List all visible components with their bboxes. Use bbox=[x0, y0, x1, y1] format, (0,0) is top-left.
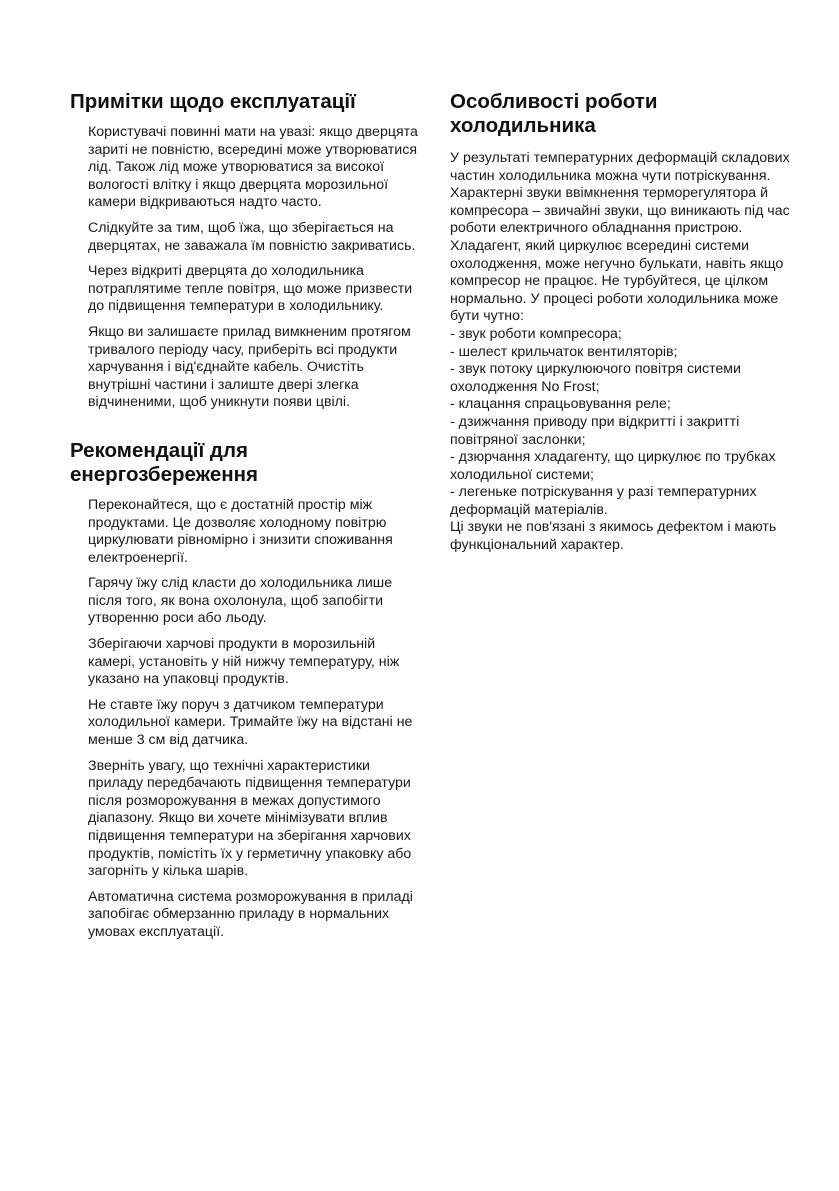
title-line: енергозбереження bbox=[70, 462, 259, 486]
list-item: - звук роботи компресора; bbox=[450, 325, 622, 342]
list-item: - звук потоку циркулюючого повітря системи охолодження No Frost; bbox=[450, 361, 741, 395]
fridge-features-body bbox=[450, 150, 800, 555]
list-item: - клацання спрацьовування реле; bbox=[450, 396, 671, 413]
paragraph: Через відкриті дверцята до холодильника потраплятиме тепле повітря, що може призвести до підвищення температури в холодильнику. bbox=[88, 263, 413, 315]
text-line: У результаті температурних деформацій складових частин холодильника можна чути потріскування. bbox=[450, 150, 790, 184]
left-column bbox=[70, 90, 422, 950]
title-line: Рекомендації для bbox=[70, 438, 248, 462]
paragraph: Слідкуйте за тим, щоб їжа, що зберігається на дверцятах, не заважала їм повністю закриватись. bbox=[88, 219, 416, 254]
text-line: Характерні звуки ввімкнення терморегулятора й компресора – звичайні звуки, що виникають під час роботи електричного обладнання пристрою. bbox=[450, 185, 790, 237]
section-title-energy-saving bbox=[70, 439, 422, 487]
text-line: Хладагент, який циркулює всередині системи охолодження, може негучно булькати, навіть якщо компресор не працює. Не турбуйтеся, це цілком нормально. У процесі роботи холодильника може бути чутно: bbox=[450, 237, 784, 325]
title-line: холодильника bbox=[450, 114, 596, 137]
section-title-operation-notes: Примітки щодо експлуатації bbox=[70, 90, 356, 113]
list-item: - дзюрчання хладагенту, що циркулює по трубках холодильної системи; bbox=[450, 449, 776, 483]
list-item: - дзижчання приводу при відкритті і закритті повітряної заслонки; bbox=[450, 413, 740, 448]
text-line: Ці звуки не пов'язані з якимось дефектом і мають функціональний характер. bbox=[450, 519, 777, 554]
section-title-fridge-features bbox=[450, 90, 800, 138]
list-item: - шелест крильчаток вентиляторів; bbox=[450, 343, 678, 360]
paragraph: Автоматична система розморожування в приладі запобігає обмерзанню приладу в нормальних умовах експлуатації. bbox=[88, 888, 413, 940]
paragraph: Якщо ви залишаєте прилад вимкненим протягом тривалого періоду часу, приберіть всі продукти харчування і від'єднайте кабель. Очистіть внутрішні частини і залиште двері злегка відчиненими, щоб уникнути появи цвілі. bbox=[88, 323, 411, 411]
paragraph: Зверніть увагу, що технічні характеристики приладу передбачають підвищення температури після розморожування в межах допустимого діапазону. Якщо ви хочете мінімізувати вплив підвищення температури на зберігання харчових продуктів, помістіть їх у герметичну упаковку або загорніть у кілька шарів. bbox=[88, 757, 412, 880]
operation-notes-body bbox=[70, 124, 422, 412]
paragraph: Гарячу їжу слід класти до холодильника лише після того, як вона охолонула, щоб запобігти утворенню роси або льоду. bbox=[88, 575, 393, 627]
list-item: - легеньке потріскування у разі температурних деформацій матеріалів. bbox=[450, 484, 757, 518]
paragraph: Переконайтеся, що є достатній простір між продуктами. Це дозволяє холодному повітрю циркулювати рівномірно і знизити споживання електроенергії. bbox=[88, 496, 393, 566]
title-line: Особливості роботи bbox=[450, 90, 658, 113]
paragraph: Користувачі повинні мати на увазі: якщо дверцята зариті не повністю, всередині може утворюватися лід. Також лід може утворюватися за високої вологості влітку і якщо дверцята морозильної камери відкриваються надто часто. bbox=[88, 124, 418, 211]
paragraph: Не ставте їжу поруч з датчиком температури холодильної камери. Тримайте їжу на відстані не менше 3 см від датчика. bbox=[88, 696, 413, 749]
paragraph: Зберігаючи харчові продукти в морозильній камері, установіть у ній нижчу температуру, ніж указано на упаковці продуктів. bbox=[88, 636, 400, 688]
energy-saving-body bbox=[70, 497, 422, 942]
right-column bbox=[450, 90, 800, 555]
